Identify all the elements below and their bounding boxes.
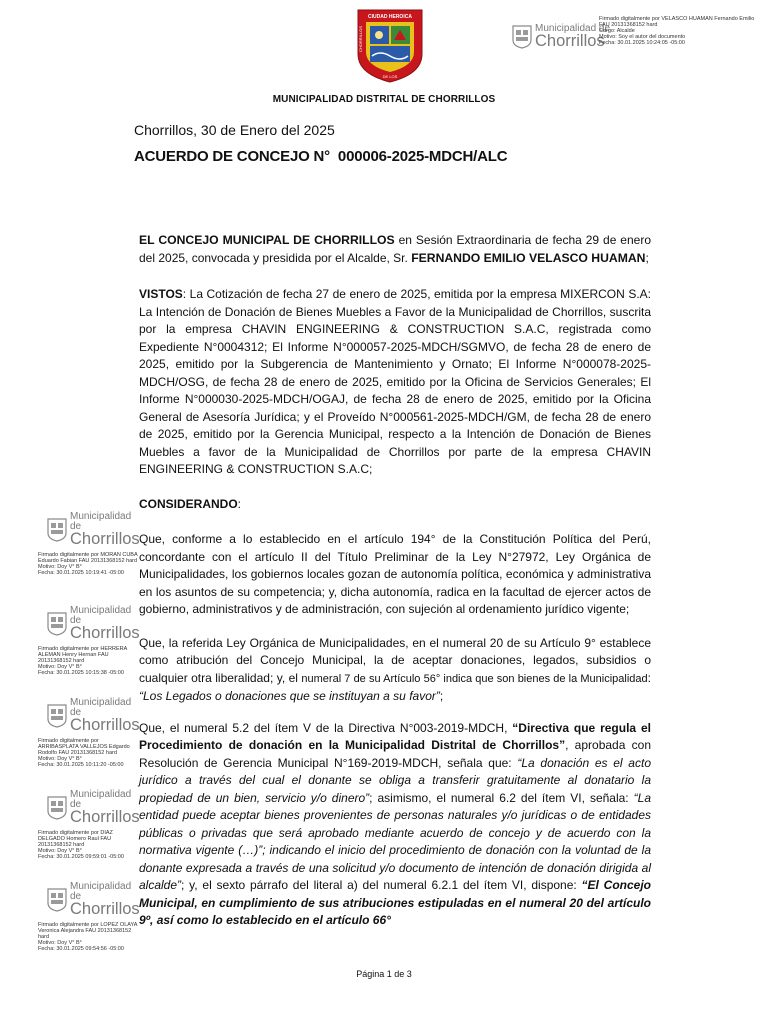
p2-quote: “Los Legados o donaciones que se instituyan a su favor” bbox=[139, 689, 440, 703]
p2-text-c: : bbox=[647, 670, 651, 685]
p2-end: ; bbox=[439, 689, 444, 703]
intro-paragraph bbox=[139, 232, 651, 267]
considerando-paragraph-2 bbox=[139, 635, 651, 706]
p3-text-e: ; asimismo, el numeral 6.2 del ítem VI, señala: bbox=[369, 790, 634, 805]
logo-line1: Municipalidad de bbox=[70, 789, 132, 810]
municipality-logo bbox=[47, 790, 138, 826]
p3-text-a: Que, el numeral 5.2 del ítem V de la Directiva N°003-2019-MDCH, bbox=[139, 720, 513, 735]
logo-line2: Chorrillos bbox=[70, 530, 140, 548]
municipality-logo bbox=[47, 512, 138, 548]
municipality-emblem-icon bbox=[47, 612, 67, 636]
considerando-paragraph-3 bbox=[139, 720, 651, 930]
municipality-logo bbox=[47, 606, 138, 642]
municipality-emblem-icon bbox=[47, 796, 67, 820]
considerando-label: CONSIDERANDO bbox=[139, 496, 238, 511]
digital-signature-3 bbox=[38, 698, 138, 768]
vistos-text: : La Cotización de fecha 27 de enero de 2025, emitida por la empresa MIXERCON S.A: La Intención de Donación de Bienes Muebles a Favor de la Municipalidad de Chorrillos, suscrita por la empresa CHAVIN ENGINEERING & CONSTRUCTION S.A.C, registrada como Expediente N°0004312; El Informe N°000057-2025-MDCH/SGMVO, de fecha 28 de enero de 2025, emitido por la Subgerencia de Mantenimiento y Ornato; El Informe N°000078-2025-MDCH/OSG, de fecha 28 de enero de 2025, emitido por la Oficina de Servicios Generales; El Informe N°000030-2025-MDCH/OGAJ, de fecha 28 de enero de 2025, emitido por la Oficina General de Asesoría Jurídica; y el Proveído N°000561-2025-MDCH/GM, de fecha 28 de enero de 2025, emitido por la Gerencia Municipal, respecto a la Intención de Donación de Bienes Muebles a favor de la Municipalidad de Chorrillos por parte de la empresa CHAVIN ENGINEERING & CONSTRUCTION S.A.C; bbox=[139, 287, 651, 476]
document-body bbox=[139, 232, 651, 930]
signature-text: Firmado digitalmente por ARRIBASPLATA VALLEJOS Edgardo Rodolfo FAU 20131368152 hard Motivo: Doy V° B° Fecha: 30.01.2025 10:11:20 -05:00 bbox=[38, 737, 130, 768]
organization-header: MUNICIPALIDAD DISTRITAL DE CHORRILLOS bbox=[272, 94, 496, 105]
municipality-emblem-icon bbox=[47, 704, 67, 728]
digital-signature-5 bbox=[38, 882, 138, 952]
logo-line2: Chorrillos bbox=[70, 624, 140, 642]
digital-signature-4 bbox=[38, 790, 138, 860]
logo-line2: Chorrillos bbox=[70, 900, 140, 918]
p3-text-g: ; y, el sexto párrafo del literal a) del numeral 6.2.1 del ítem VI, dispone: bbox=[181, 878, 582, 892]
p3-quote-1: “La donación es el acto jurídico a través del cual el donante se obliga a transferir gratuitamente al donatario la propiedad de un bien, servicio y/o dinero” bbox=[139, 755, 651, 805]
signature-text: Firmado digitalmente por LOPEZ OLAYA Veronica Alejandra FAU 20131368152 hard Motivo: Doy V° B° Fecha: 30.01.2025 09:54:56 -05:00 bbox=[38, 921, 138, 952]
signature-text: Firmado digitalmente por DIAZ DELGADO Homero Raul FAU 20131368152 hard Motivo: Doy V° B° Fecha: 30.01.2025 09:59:01 -05:00 bbox=[38, 829, 124, 860]
logo-line2: Chorrillos bbox=[70, 808, 140, 826]
document-date: Chorrillos, 30 de Enero del 2025 bbox=[134, 122, 335, 138]
p3-directive-title: “Directiva que regula el Procedimiento de donación en la Municipalidad Distrital de Chorrillos” bbox=[139, 720, 651, 752]
logo-line1: Municipalidad de bbox=[70, 881, 132, 902]
crest-top-text: CIUDAD HEROICA bbox=[368, 14, 412, 20]
municipality-emblem-icon bbox=[512, 25, 532, 49]
municipality-logo bbox=[47, 882, 138, 918]
municipality-emblem-icon bbox=[47, 518, 67, 542]
p2-text-a: Que, la referida Ley Orgánica de Municipalidades, en el numeral 20 de su Artículo 9° establece como atribución del Concejo Municipal, la de aceptar donaciones, legados, subsidios o cualquier otra liberalidad; y, el bbox=[139, 635, 651, 685]
signature-text: Firmado digitalmente por VELASCO HUAMAN Fernando Emilio FAU 20131368152 hard Cargo: Alcalde Motivo: Soy el autor del documento Fecha: 30.01.2025 10:24:05 -05:00 bbox=[599, 16, 755, 47]
logo-line2: Chorrillos bbox=[535, 32, 605, 50]
logo-line1: Municipalidad de bbox=[70, 511, 132, 532]
municipality-logo bbox=[47, 698, 138, 734]
signature-text: Firmado digitalmente por HERRERA ALEMAN Henry Hernan FAU 20131368152 hard Motivo: Doy V° B° Fecha: 30.01.2025 10:15:38 -05:00 bbox=[38, 645, 127, 676]
digital-signature-1 bbox=[38, 512, 138, 576]
intro-text: en Sesión Extraordinaria de fecha 29 de enero del 2025, convocada y presidida por el Alcalde, Sr. bbox=[139, 233, 651, 265]
logo-line1: Municipalidad de bbox=[70, 605, 132, 626]
crest-left-text: CHORRILLOS bbox=[358, 25, 363, 52]
logo-line2: Chorrillos bbox=[70, 716, 140, 734]
p3-quote-3: “El Concejo Municipal, en cumplimiento de sus atribuciones estipuladas en el numeral 20 del artículo 9º, así como lo establecido en el artículo 66° bbox=[139, 878, 651, 927]
crest-bottom-text: DE LOS bbox=[382, 74, 398, 79]
municipal-crest bbox=[356, 8, 424, 84]
municipality-logo bbox=[512, 24, 610, 50]
considerando-heading bbox=[139, 496, 651, 514]
digital-signature-2 bbox=[38, 606, 138, 676]
digital-signature-mayor bbox=[512, 16, 762, 56]
logo-line1: Municipalidad de bbox=[70, 697, 132, 718]
page-number: Página 1 de 3 bbox=[356, 969, 412, 979]
council-name: EL CONCEJO MUNICIPAL DE CHORRILLOS bbox=[139, 233, 395, 247]
mayor-name: FERNANDO EMILIO VELASCO HUAMAN bbox=[411, 250, 646, 265]
p2-text-b: numeral 7 de su Artículo 56° indica que son bienes de la Municipalidad bbox=[301, 672, 648, 685]
p3-quote-2: “La entidad puede aceptar bienes provenientes de personas naturales y/o jurídicas o de entidades públicas o privadas que será aprobado mediante acuerdo de concejo y de acuerdo con la normativa vigente (…)”; indicando el inicio del procedimiento de donación con la voluntad de la donante expresada a través de una solicitud y/o documento de intención de donación dirigida al alcalde” bbox=[139, 790, 651, 892]
logo-line1: Municipalidad de bbox=[535, 23, 611, 34]
p3-text-c: , aprobada con Resolución de Gerencia Municipal N°169-2019-MDCH, señala que: bbox=[139, 738, 651, 770]
document-title: ACUERDO DE CONCEJO N° 000006-2025-MDCH/ALC bbox=[134, 148, 508, 165]
vistos-label: VISTOS bbox=[139, 287, 183, 301]
considerando-colon: : bbox=[237, 496, 242, 511]
vistos-paragraph bbox=[139, 286, 651, 479]
municipality-emblem-icon bbox=[47, 888, 67, 912]
considerando-paragraph-1: Que, conforme a lo establecido en el artículo 194° de la Constitución Política del Perú, concordante con el artículo II del Título Preliminar de la Ley N°27972, Ley Orgánica de Municipalidades, los gobiernos locales gozan de autonomía política, económica y administrativa en los asuntos de su competencia; y, dicha autonomía, radica en la facultad de ejercer actos de gobierno, administrativos y de administración, con sujeción al ordenamiento jurídico vigente; bbox=[139, 532, 651, 616]
signature-text: Firmado digitalmente por MORAN CUBA Eduardo Fabian FAU 20131368152 hard Motivo: Doy V° B° Fecha: 30.01.2025 10:19:41 -05:00 bbox=[38, 551, 138, 576]
intro-end: ; bbox=[645, 250, 649, 265]
